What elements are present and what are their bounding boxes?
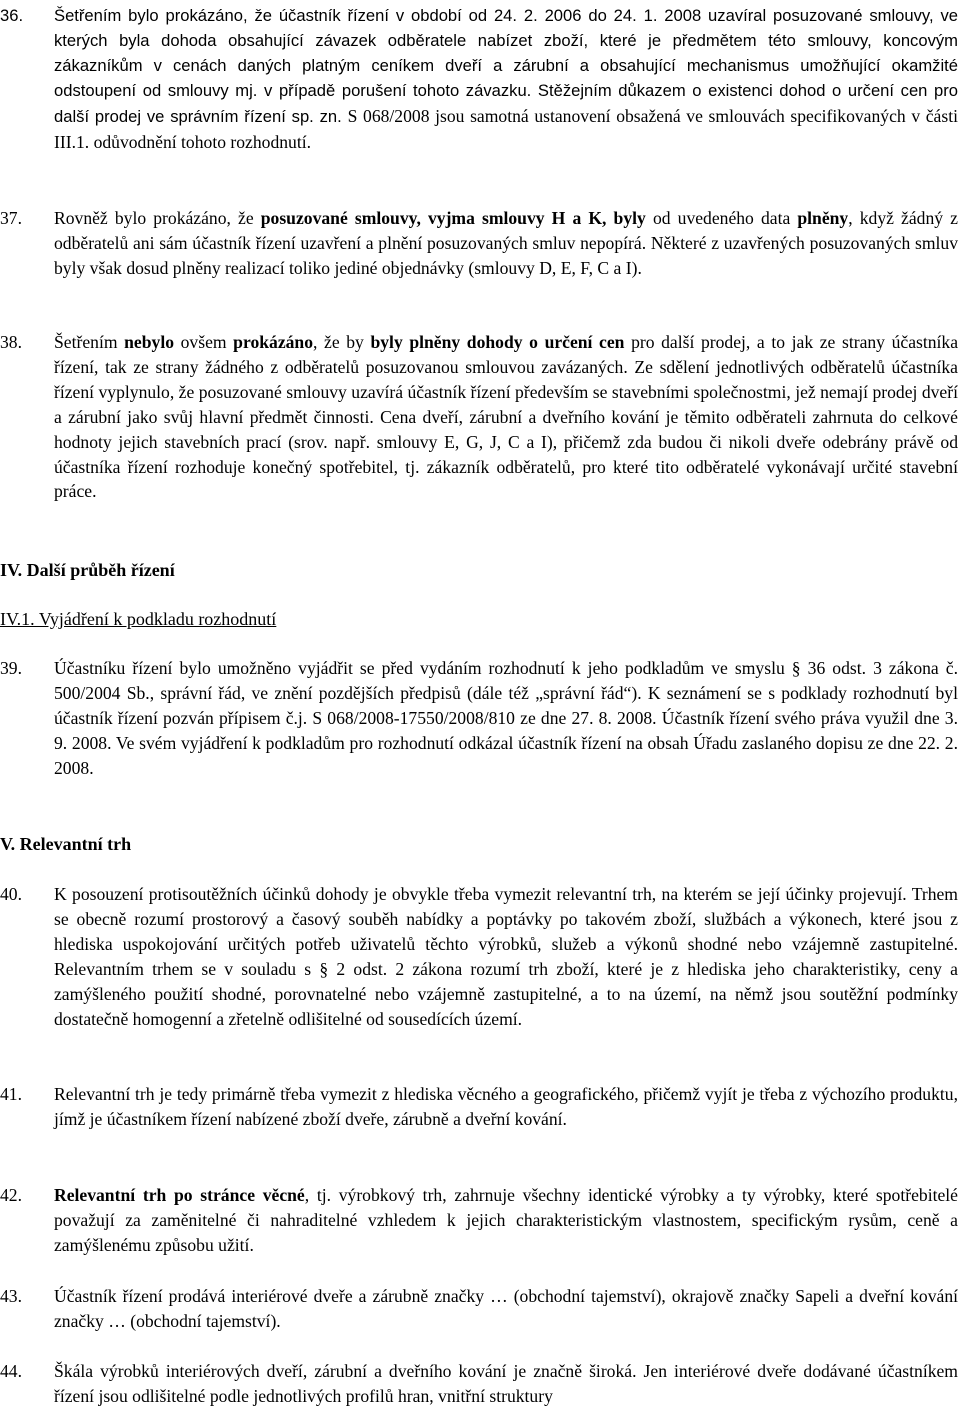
paragraph-text xyxy=(54,332,958,501)
paragraph-text-segment: od uvedeného data xyxy=(645,208,798,228)
paragraph-text-segment: Šetřením bylo prokázáno, že účastník řízení v období od 24. 2. 2006 do 24. 1. 2008 uzavíral posuzované smlouvy, ve kterých byla dohoda obsahující závazek odběratele nabízet zboží, které je předmětem této smlouvy, koncovým zákazníkům v cenách daných platným ceníkem dveří a zárubní a obsahující mechanismus umožňující okamžité odstoupení od smlouvy mj. v případě porušení tohoto závazku. Stěžejním důkazem o existenci dohod o určení cen pro další prodej ve správním řízení sp. zn. xyxy=(54,6,958,126)
paragraph-text-segment: , když žádný z odběratelů ani sám účastník řízení uzavření a plnění posuzovaných smluv nepopírá. Některé z uzavřených posuzovaných smluv byly však dosud plněny realizací toliko jediné objednávky (smlouvy D, E, F, C a I). xyxy=(54,208,958,278)
paragraph-text xyxy=(54,6,958,152)
paragraph-text-segment: ovšem xyxy=(174,332,234,352)
paragraph-41 xyxy=(0,1082,958,1132)
subsection-heading-iv-1: IV.1. Vyjádření k podkladu rozhodnutí xyxy=(0,609,277,629)
paragraph-text-bold: nebylo xyxy=(124,332,175,352)
paragraph-number: 41. xyxy=(0,1084,22,1104)
paragraph-text xyxy=(54,1185,958,1255)
paragraph-number: 37. xyxy=(0,208,22,228)
paragraph-text xyxy=(54,884,958,1029)
paragraph-text-segment: Škála výrobků interiérových dveří, zárubní a dveřního kování je značně široká. Jen interiérové dveře dodávané účastníkem řízení jsou odlišitelné podle jednotlivých profilů hran, vnitřní struktury xyxy=(54,1361,958,1406)
section-heading-v: V. Relevantní trh xyxy=(0,834,132,854)
paragraph-39 xyxy=(0,656,958,781)
paragraph-36 xyxy=(0,4,958,155)
paragraph-text-segment: , že by xyxy=(313,332,371,352)
paragraph-44 xyxy=(0,1359,958,1409)
paragraph-text-segment: Účastník řízení prodává interiérové dveře a zárubně značky … (obchodní tajemství), okrajově značky Sapeli a dveřní kování značky … (obchodní tajemství). xyxy=(54,1286,958,1331)
paragraph-text xyxy=(54,208,958,278)
paragraph-text-segment: Rovněž bylo prokázáno, že xyxy=(54,208,261,228)
paragraph-text-bold: byly plněny dohody o určení cen xyxy=(370,332,625,352)
paragraph-number: 43. xyxy=(0,1286,22,1306)
paragraph-number: 39. xyxy=(0,658,22,678)
paragraph-number: 42. xyxy=(0,1185,22,1205)
paragraph-number: 36. xyxy=(0,6,24,25)
paragraph-text-bold: plněny xyxy=(797,208,849,228)
paragraph-text-bold: posuzované smlouvy, vyjma smlouvy H a K, byly xyxy=(260,208,646,228)
paragraph-text xyxy=(54,1084,958,1129)
paragraph-text-segment: Relevantní trh je tedy primárně třeba vymezit z hlediska věcného a geografického, přičemž vyjít je třeba z výchozího produktu, jímž je účastníkem řízení nabízené zboží dveře, zárubně a dveřní kování. xyxy=(54,1084,958,1129)
paragraph-38 xyxy=(0,330,959,504)
paragraph-text-segment: pro další prodej, a to jak ze strany účastníka řízení, tak ze strany žádného z odběratelů posuzovanou smlouvou zavázaných. Ze sdělení jednotlivých odběratelů účastníka řízení vyplynulo, že posuzované smlouvy uzavírá účastník řízení především se stavebními společnostmi, jež nemají prodej dveří a zárubní jako svůj hlavní předmět činnosti. Cena dveří, zárubní a dveřního kování je těmito odběrateli zahrnuta do celkové hodnoty jejich stavebních prací (srov. např. smlouvy E, G, J, C a I), přičemž zda budou či nikoli dveře odebrány právě od účastníka řízení rozhoduje konečný spotřebitel, tj. zákazník odběratelů, pro které tito odběratelé vykonávají určité stavební práce. xyxy=(54,332,959,502)
paragraph-text-segment: S 068/2008 jsou samotná ustanovení obsažená ve smlouvách specifikovaných v části III.1. odůvodnění tohoto rozhodnutí. xyxy=(54,105,958,152)
paragraph-text-segment: Šetřením xyxy=(54,332,125,352)
paragraph-number: 40. xyxy=(0,884,22,904)
paragraph-37 xyxy=(0,206,958,281)
paragraph-number: 44. xyxy=(0,1361,22,1381)
paragraph-text xyxy=(54,1361,958,1406)
paragraph-text-segment: , tj. výrobkový trh, zahrnuje všechny identické výrobky a ty výrobky, které spotřebitelé považují za zaměnitelné či nahraditelné vzhledem k jejich charakteristickým vlastnostem, specifickým rysům, ceně a zamýšlenému způsobu užití. xyxy=(54,1185,958,1255)
paragraph-text-segment: Účastníku řízení bylo umožněno vyjádřit se před vydáním rozhodnutí k jeho podkladům ve smyslu § 36 odst. 3 zákona č. 500/2004 Sb., správní řád, ve znění pozdějších předpisů (dále též „správní řád“). K seznámení se s podklady rozhodnutí byl účastník řízení pozván přípisem č.j. S 068/2008-17550/2008/810 ze dne 27. 8. 2008. Účastník řízení svého práva využil dne 3. 9. 2008. Ve svém vyjádření k podkladům pro rozhodnutí odkázal účastník řízení na obsah Úřadu zaslaného dopisu ze dne 22. 2. 2008. xyxy=(54,658,958,778)
paragraph-43 xyxy=(0,1284,958,1334)
paragraph-text-segment: K posouzení protisoutěžních účinků dohody je obvykle třeba vymezit relevantní trh, na kterém se její účinky projevují. Trhem se obecně rozumí prostorový a časový souběh nabídky a poptávky po takovém zboží, službách a výkonech, které jsou z hlediska uspokojování určitých potřeb uživatelů těchto výrobků, služeb a výkonů shodné nebo vzájemně zastupitelné. Relevantním trhem se v souladu s § 2 odst. 2 zákona rozumí trh zboží, které je z hlediska jeho charakteristiky, ceny a zamýšleného použití shodné, porovnatelné nebo vzájemně zastupitelné, a to na území, na němž jsou soutěžní podmínky dostatečně homogenní a zřetelně odlišitelné od sousedících území. xyxy=(54,884,958,1029)
paragraph-text-bold: Relevantní trh po stránce věcné xyxy=(54,1185,305,1205)
paragraph-text-bold: prokázáno xyxy=(233,332,314,352)
paragraph-40 xyxy=(0,882,958,1031)
paragraph-text xyxy=(54,1286,958,1331)
paragraph-text xyxy=(54,658,958,778)
paragraph-number: 38. xyxy=(0,332,22,352)
paragraph-42 xyxy=(0,1183,958,1258)
section-heading-iv: IV. Další průběh řízení xyxy=(0,560,175,580)
